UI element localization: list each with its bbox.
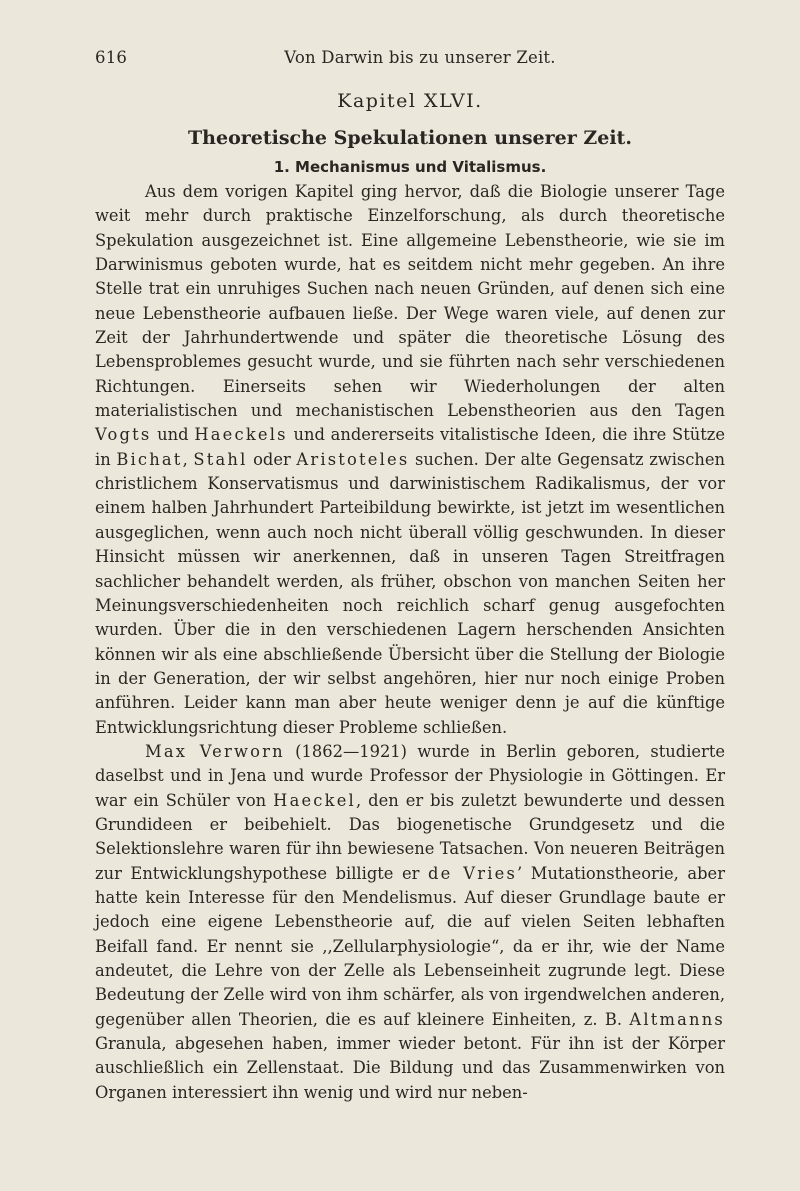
running-header [95,48,725,72]
spaced-name-altmanns: Altmanns [629,1009,725,1029]
spaced-name-vogts: Vogts [95,425,152,445]
paragraph-1: Aus dem vorigen Kapitel ging hervor, daß die Biologie unserer Tage weit mehr durch praktische Einzelforschung, als durch theoretische Spekulation ausgezeichnet ist. Eine allgemeine Lebenstheorie, wie sie im Darwinismus geboten wurde, hat es seitdem nicht mehr gegeben. An ihre Stelle trat ein unruhiges Suchen nach neuen Gründen, auf denen sich eine neue Lebenstheorie aufbauen ließe. Der Wege waren viele, auf denen zur Zeit der Jahrhundertwende und später die theoretische Lösung des Lebensproblemes gesucht wurde, und sie führten nach sehr verschiedenen Richtungen. Einerseits sehen wir Wiederholungen der alten materialistischen und mechanistischen Lebenstheorien aus den Tagen Vogts und Haeckels und andererseits vitalistische Ideen, die ihre Stütze in Bichat, Stahl oder Aristoteles suchen. Der alte Gegensatz zwischen christlichem Konservatismus und darwinistischem Radikalismus, der vor einem halben Jahrhundert Parteibildung bewirkte, ist jetzt im wesentlichen ausgeglichen, wenn auch noch nicht überall völlig geschwunden. In dieser Hinsicht müssen wir anerkennen, daß in unseren Tagen Streitfragen sachlicher behandelt werden, als früher, obschon von manchen Seiten her Meinungsverschiedenheiten noch reichlich scharf genug ausgefochten wurden. Über die in den verschiedenen Lagern herschenden Ansichten können wir als eine abschließende Übersicht über die Stellung der Biologie in der Generation, der wir selbst angehören, hier nur noch einige Proben anführen. Leider kann man aber heute weniger denn je auf die künftige Entwicklungsrichtung dieser Probleme schließen. [95,182,725,737]
spaced-name-de-vries: de Vries [428,863,518,883]
spaced-name-stahl: Stahl [193,449,248,469]
spaced-name-haeckel: Haeckel [273,790,356,810]
chapter-title: Theoretische Spekulationen unserer Zeit. [188,127,632,149]
page-number: 616 [95,48,128,67]
spaced-name-verworn: Max Verworn [145,741,285,761]
chapter-heading: Kapitel XLVI. [337,90,483,112]
running-title: Von Darwin bis zu unserer Zeit. [284,48,556,67]
spaced-name-aristoteles: Aristoteles [296,449,410,469]
book-page [95,48,725,1105]
paragraph-2: Max Verworn (1862—1921) wurde in Berlin geboren, studierte daselbst und in Jena und wurde Professor der Physiologie in Göttingen. Er war ein Schüler von Haeckel, den er bis zuletzt bewunderte und dessen Grundideen er beibehielt. Das biogenetische Grundgesetz und die Selektionslehre waren für ihn bewiesene Tatsachen. Von neueren Beiträgen zur Entwicklungshypothese billigte er de Vries’ Mutationstheorie, aber hatte kein Interesse für den Mendelismus. Auf dieser Grundlage baute er jedoch eine eigene Lebenstheorie auf, die auf vielen Seiten lebhaften Beifall fand. Er nennt sie ,,Zellularphysiologie“, da er ihr, wie der Name andeutet, die Lehre von der Zelle als Lebenseinheit zugrunde legt. Diese Bedeutung der Zelle wird von ihm schärfer, als von irgendwelchen anderen, gegenüber allen Theorien, die es auf kleinere Einheiten, z. B. Altmanns Granula, abgesehen haben, immer wieder betont. Für ihn ist der Körper auschließlich ein Zellenstaat. Die Bildung und das Zusammenwirken von Organen interessiert ihn wenig und wird nur neben- [95,741,726,1102]
section-heading: 1. Mechanismus und Vitalismus. [273,158,547,176]
spaced-name-bichat: Bichat [116,449,183,469]
spaced-name-haeckels: Haeckels [194,425,288,445]
body-text [95,180,725,1105]
